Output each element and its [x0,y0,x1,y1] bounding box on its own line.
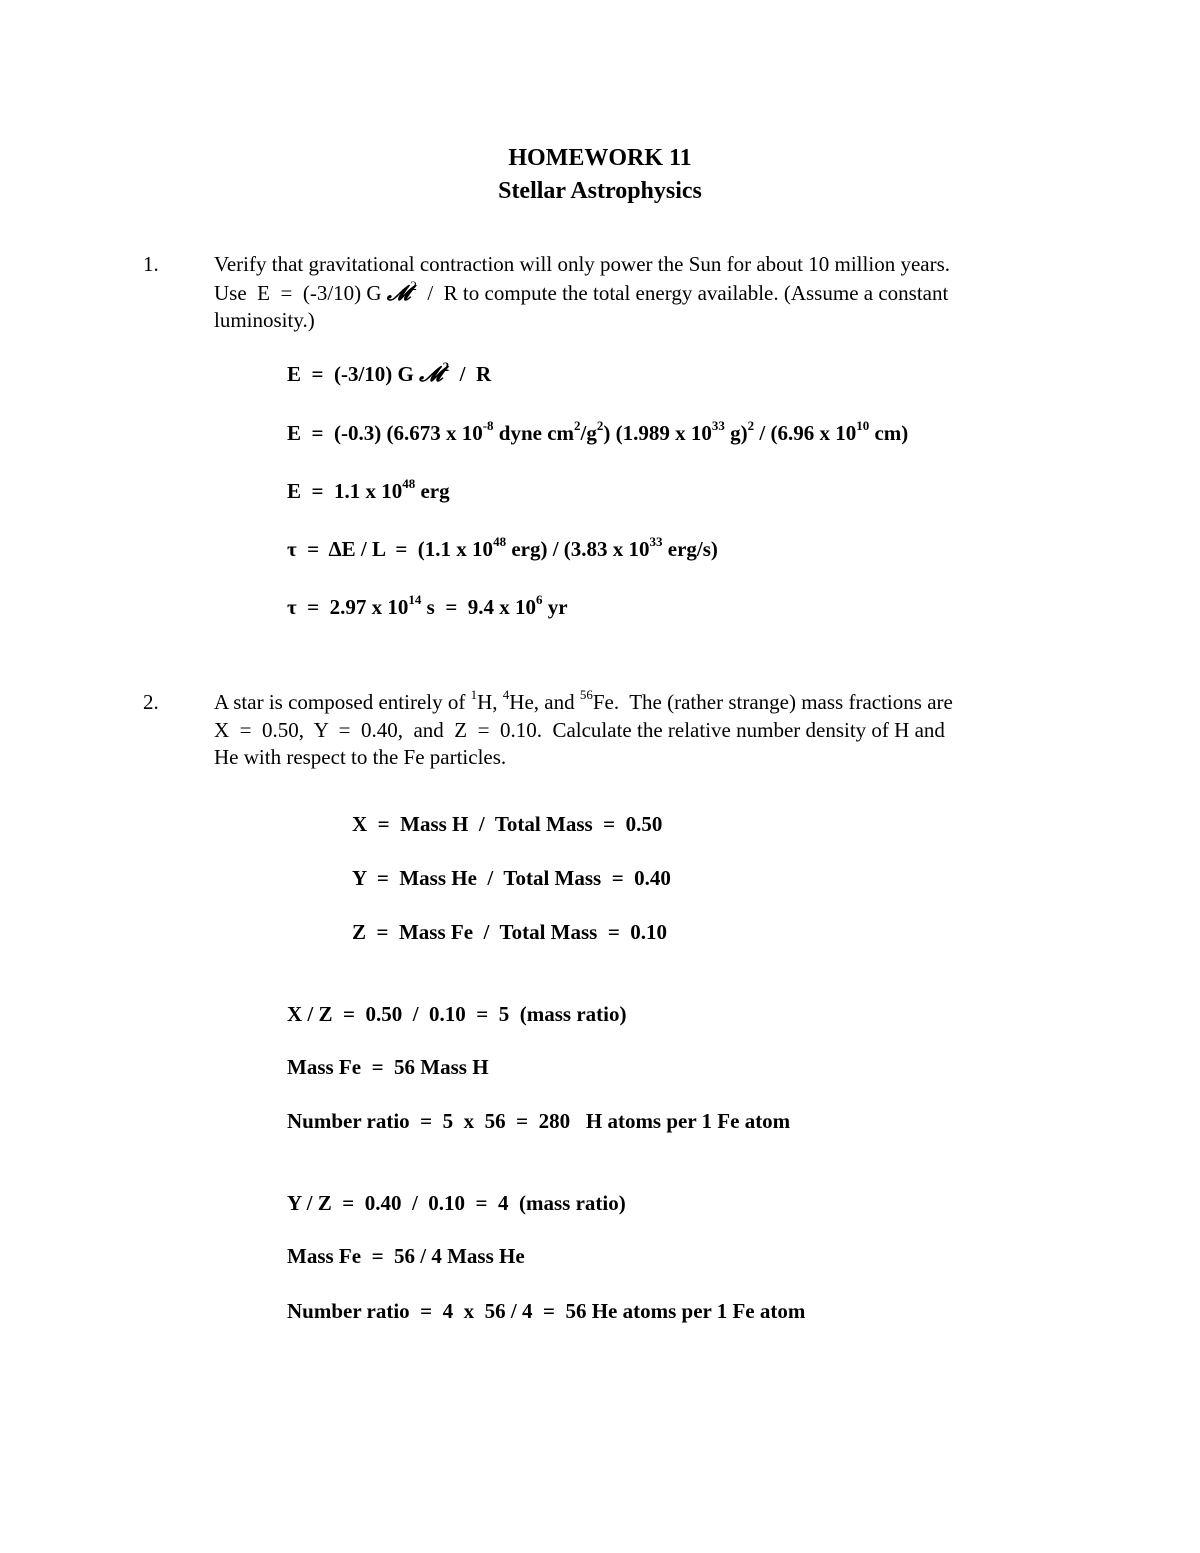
equation-he-mass-ratio: Y / Z = 0.40 / 0.10 = 4 (mass ratio) [287,1191,626,1215]
equation-he-mass-fe: Mass Fe = 56 / 4 Mass He [287,1244,525,1268]
problem-1-text [214,251,1094,335]
equation-y-fraction: Y = Mass He / Total Mass = 0.40 [352,866,671,890]
equation-energy-substitution: E = (-0.3) (6.673 x $10^{-8}$ dyne $cm^2/g^2$) (1.989 x $10^{33}$ g)$^2$ / (6.96 x $10^{10}$ cm) [287,418,909,445]
equation-energy-result: E = 1.1 x $10^{48}$ erg [287,476,450,503]
mass-symbol: 𝓜 [419,361,443,386]
equation-h-number-ratio: Number ratio = 5 x 56 = 280 H atoms per 1 Fe atom [287,1109,791,1133]
equation-timescale-result: τ = 2.97 x $10^{14}$ s = 9.4 x $10^6$ yr [287,592,568,619]
problem-2-line-2: X = 0.50, Y = 0.40, and Z = 0.10. Calculate the relative number density of H and [214,717,945,742]
mass-symbol: 𝓜 [386,279,411,305]
problem-1-line-2: Use E = (-3/10) G 𝓜$^2$ / R to compute the total energy available. (Assume a constant [214,277,949,305]
equation-h-mass-ratio: X / Z = 0.50 / 0.10 = 5 (mass ratio) [287,1002,627,1026]
problem-1-line-3: luminosity.) [214,308,315,332]
equation-he-number-ratio: Number ratio = 4 x 56 / 4 = 56 He atoms per 1 Fe atom [287,1299,806,1323]
problem-2-line-3: He with respect to the Fe particles. [214,745,507,769]
equation-x-fraction: X = Mass H / Total Mass = 0.50 [352,812,663,836]
problem-1-line-1: Verify that gravitational contraction will only power the Sun for about 10 million years. [214,252,950,276]
problem-2-line-1: A star is composed entirely of $^1$H, $^4$He, and $^{56}$Fe. The (rather strange) mass fractions are [214,687,953,714]
problem-2-number: 2. [143,690,159,714]
equation-z-fraction: Z = Mass Fe / Total Mass = 0.10 [352,920,668,944]
equation-energy-formula: E = (-3/10) G 𝓜$^2$ / R [287,359,492,386]
page-subtitle: Stellar Astrophysics [498,178,702,204]
page-title: HOMEWORK 11 [508,145,692,171]
problem-1-number: 1. [143,252,159,276]
equation-h-mass-fe: Mass Fe = 56 Mass H [287,1055,489,1079]
problem-2-text [214,689,1094,772]
equation-timescale-formula: τ = ΔE / L = (1.1 x $10^{48}$ erg) / (3.83 x $10^{33}$ erg/s) [287,534,718,561]
